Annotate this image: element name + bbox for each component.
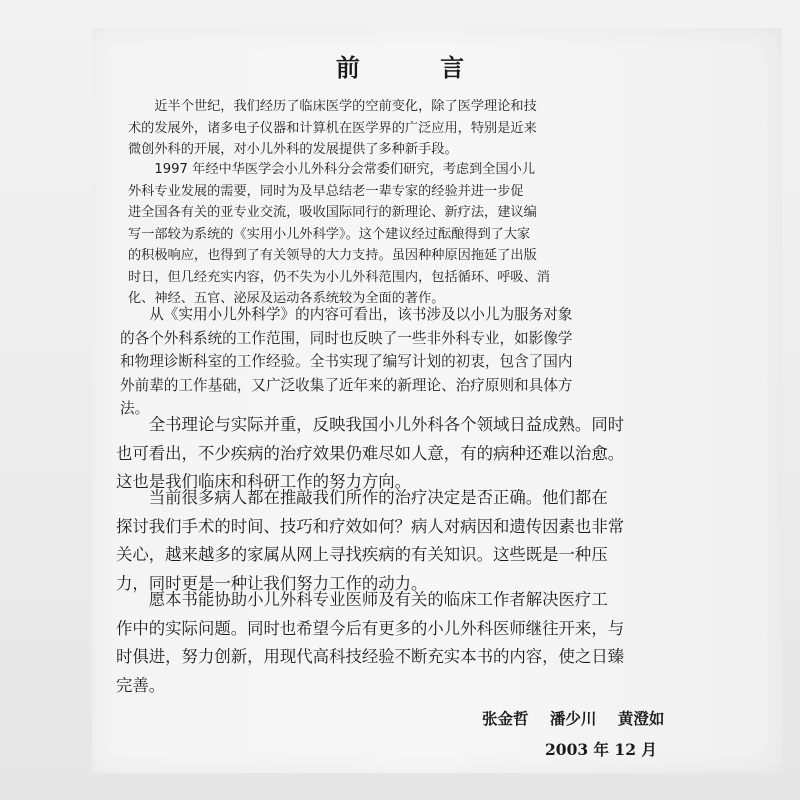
text-line: 进全国各有关的亚专业交流，吸收国际同行的新理论、新疗法，建议编 <box>128 205 537 220</box>
paragraph-3 <box>120 303 572 421</box>
text-line: 力，同时更是一种让我们努力工作的动力。 <box>116 573 428 593</box>
text-line: 时日，但几经充实内容，仍不失为小儿外科范围内，包括循环、呼吸、消 <box>128 269 550 285</box>
author-name: 张金哲 <box>482 710 529 728</box>
text-line: 法。 <box>120 400 150 417</box>
text-line: 作中的实际问题。同时也希望今后有更多的小儿外科医师继往开来，与 <box>116 618 625 638</box>
text-line: 当前很多病人都在推敲我们所作的治疗决定是否正确。他们都在 <box>116 488 608 507</box>
text-line: 时俱进，努力创新，用现代高科技经验不断充实本书的内容，使之日臻 <box>116 647 625 666</box>
text-line: 从《实用小儿外科学》的内容可看出，该书涉及以小儿为服务对象 <box>120 306 573 323</box>
text-line: 的各个外科系统的工作范围，同时也反映了一些非外科专业，如影像学 <box>120 329 573 347</box>
text-line: 也可看出，不少疾病的治疗效果仍难尽如人意，有的病种还难以治愈。 <box>116 443 625 463</box>
text-line: 全书理论与实际并重，反映我国小儿外科各个领域日益成熟。同时 <box>116 415 625 434</box>
text-line: 外前辈的工作基础，又广泛收集了近年来的新理论、治疗原则和具体方 <box>120 376 573 394</box>
text-line: 探讨我们手术的时间、技巧和疗效如何？病人对病因和遗传因素也非常 <box>116 516 625 536</box>
text-line: 写一部较为系统的《实用小儿外科学》。这个建议经过酝酿得到了大家 <box>128 226 531 242</box>
paragraph-5 <box>116 484 624 598</box>
author-name: 潘少川 <box>549 710 597 728</box>
paragraph-2 <box>128 159 550 310</box>
text-line: 愿本书能协助小儿外科专业医师及有关的临床工作者解决医疗工 <box>116 590 608 609</box>
author-name: 黄澄如 <box>617 710 665 728</box>
text-line: 和物理诊断科室的工作经验。全书实现了编写计划的初衷，包含了国内 <box>120 353 573 370</box>
text-line: 外科专业发展的需要，同时为及早总结老一辈专家的经验并进一步促 <box>128 183 524 199</box>
signature-date: 2003 年 12 月 <box>545 740 657 759</box>
text-line: 化、神经、五官、泌尿及运动各系统较为全面的著作。 <box>128 291 445 306</box>
text-line: 微创外科的开展，对小儿外科的发展提供了多种新手段。 <box>128 142 458 157</box>
author-signature <box>482 707 680 729</box>
text-line: 近半个世纪，我们经历了临床医学的空前变化，除了医学理论和技 <box>128 99 537 114</box>
paragraph-6 <box>116 586 624 700</box>
page-title: 前 言 <box>335 54 501 82</box>
text-line: 完善。 <box>116 675 166 695</box>
text-line: 这也是我们临床和科研工作的努力方向。 <box>116 472 412 491</box>
text-line: 关心，越来越多的家属从网上寻找疾病的有关知识。这些既是一种压 <box>116 545 608 564</box>
text-line: 术的发展外，诸多电子仪器和计算机在医学界的广泛应用，特别是近来 <box>128 120 537 136</box>
text-line: 1997 年经中华医学会小儿外科分会常委们研究，考虑到全国小儿 <box>128 162 536 177</box>
text-line: 的积极响应，也得到了有关领导的大力支持。虽因种种原因拖延了出版 <box>128 248 537 263</box>
paragraph-1 <box>128 96 537 161</box>
